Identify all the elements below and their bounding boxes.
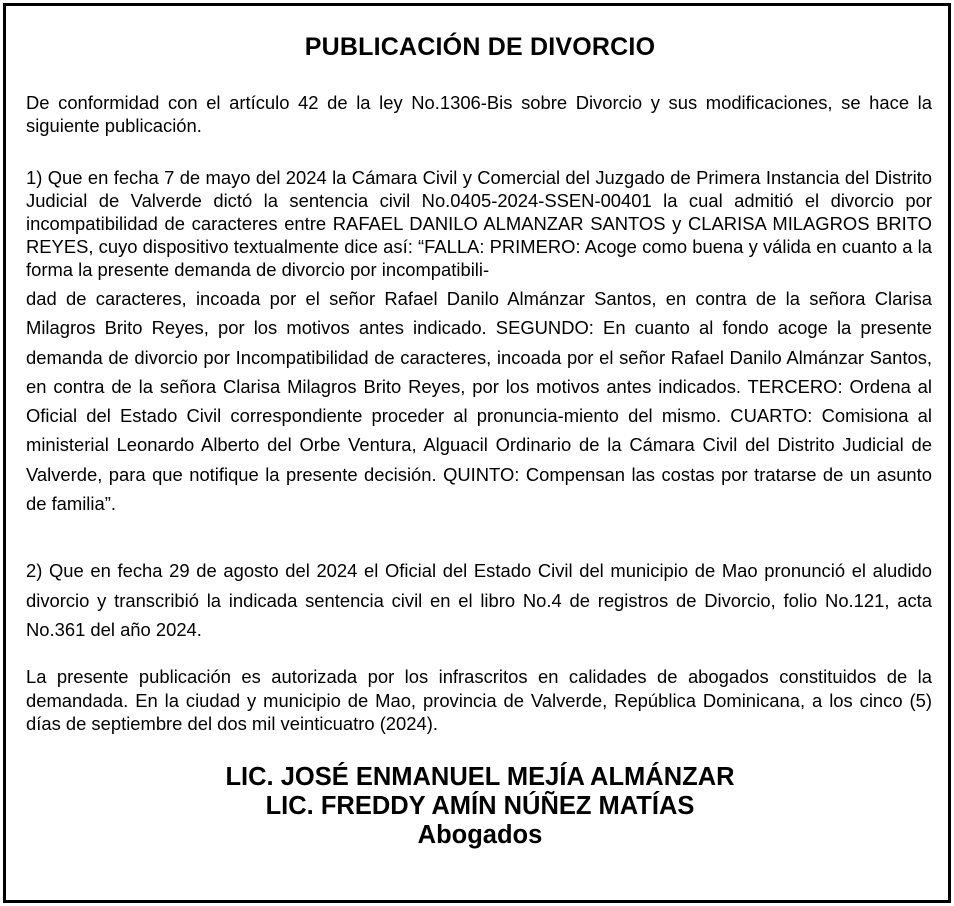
paragraph-ruling bbox=[26, 166, 932, 518]
signatory-role: Abogados bbox=[417, 821, 543, 849]
paragraph-authorization: La presente publicación es autorizada por los infrascritos en calidades de abogados constituidos de la demandada. En la ciudad y municipio de Mao, provincia de Valverde, República Dominicana, a los cinco (5) días de septiembre del dos mil veinticuatro (2024). bbox=[26, 666, 932, 734]
intro-paragraph: De conformidad con el artículo 42 de la ley No.1306-Bis sobre Divorcio y sus modificaciones, se hace la siguiente publicación. bbox=[26, 92, 932, 136]
signatory-name-2: LIC. FREDDY AMÍN NÚÑEZ MATÍAS bbox=[265, 792, 695, 820]
paragraph-ruling-part-b: dad de caracteres, incoada por el señor Rafael Danilo Almánzar Santos, en contra de la señora Clarisa Milagros Brito Reyes, por los motivos antes indicado. SEGUNDO: En cuanto al fondo acoge la presente demanda de divorcio por Incompatibilidad de caracteres, incoada por el señor Rafael Danilo Almánzar Santos, en contra de la señora Clarisa Milagros Brito Reyes, por los motivos antes indicados. TERCERO: Ordena al Oficial del Estado Civil correspondiente proceder al pronuncia-miento del mismo. CUARTO: Comisiona al ministerial Leonardo Alberto del Orbe Ventura, Alguacil Ordinario de la Cámara Civil del Distrito Judicial de Valverde, para que notifique la presente decisión. QUINTO: Compensan las costas por tratarse de un asunto de familia”. bbox=[26, 288, 932, 515]
paragraph-ruling-part-a: 1) Que en fecha 7 de mayo del 2024 la Cámara Civil y Comercial del Juzgado de Primera Instancia del Distrito Judicial de Valverde dictó la sentencia civil No.0405-2024-SSEN-00401 la cual admitió el divorcio por incompatibilidad de caracteres entre RAFAEL DANILO ALMANZAR SANTOS y CLARISA MILAGROS BRITO REYES, cuyo dispositivo textualmente dice así: “FALLA: PRIMERO: Acoge como buena y válida en cuanto a la forma la presente demanda de divorcio por incompatibili- bbox=[26, 167, 932, 280]
notice-frame bbox=[3, 3, 951, 903]
paragraph-pronouncement: 2) Que en fecha 29 de agosto del 2024 el Oficial del Estado Civil del municipio de Mao pronunció el aludido divorcio y transcribió la indicada sentencia civil en el libro No.4 de registros de Divorcio, folio No.121, acta No.361 del año 2024. bbox=[26, 560, 932, 640]
notice-title: PUBLICACIÓN DE DIVORCIO bbox=[304, 33, 656, 61]
signatory-name-1: LIC. JOSÉ ENMANUEL MEJÍA ALMÁNZAR bbox=[225, 763, 735, 791]
